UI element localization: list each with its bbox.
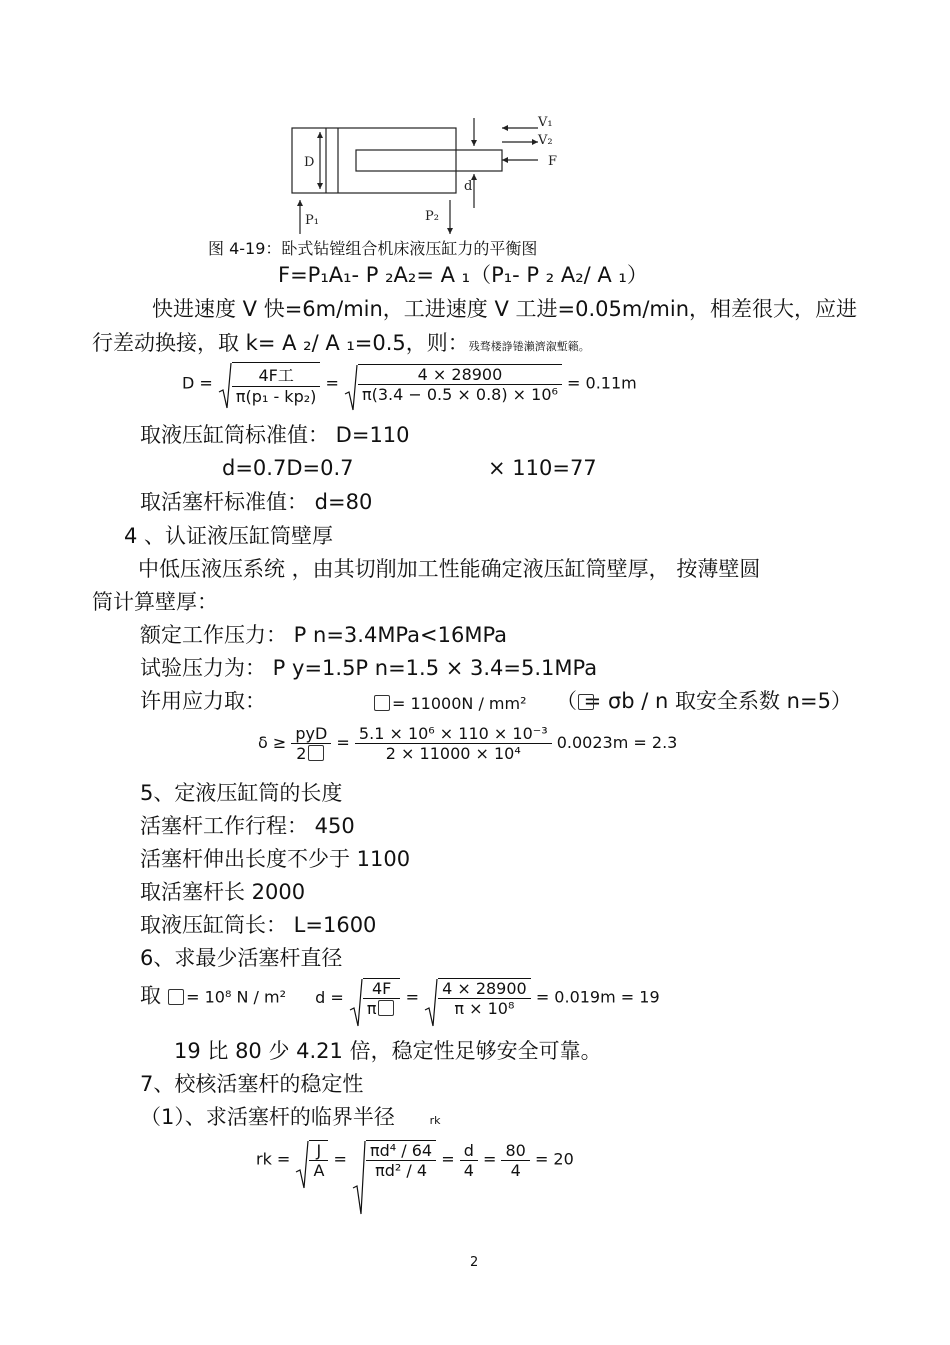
allow-stress-value-row xyxy=(372,691,527,717)
eq-delta-lhs: δ ≥ xyxy=(258,733,287,752)
sqrt-5 xyxy=(295,1140,328,1180)
eq-rk-num2b: 64 xyxy=(411,1141,433,1160)
diagram-label-d: d xyxy=(464,179,473,194)
sqrt-6: $\frac{\text{πd⁴ / 64}}{\text{πd² / 4}}$ xyxy=(352,1140,436,1180)
eq-rk-den1: A xyxy=(313,1161,325,1180)
eq-delta-num1: pyD xyxy=(291,724,331,744)
sub1-symbol: rk xyxy=(429,1114,441,1127)
sqrt-1 xyxy=(218,362,320,406)
eq-rk-num2a: πd⁴ xyxy=(369,1141,397,1160)
eq-D-lhs: D = xyxy=(182,373,213,393)
sigma-bracket-icon-2 xyxy=(578,694,594,710)
force-equation: F=P₁A₁- P ₂A₂= A ₁（P₁- P ₂ A₂/ A ₁） xyxy=(278,263,648,287)
extend-length: 活塞杆伸出长度不少于 1100 xyxy=(140,847,411,871)
equation-D: D = $\frac{\text{4F工}}{\text{π(p₁ - kp₂)}}$ = $\frac{4 \times 28900}{\text{π(3.4 − 0.5 × 0.8) × 10⁶}}$ = 0.11m xyxy=(182,362,637,406)
sqrt-2 xyxy=(344,364,562,404)
diagram-label-P1: P₁ xyxy=(305,213,319,228)
equation-rk: rk = $\frac{J}{A}$ = $\frac{\text{πd⁴ / 64}}{\text{πd² / 4}}$ = $\frac{d}{4}$ = $\frac{80}{4}$ = 20 xyxy=(256,1140,574,1180)
eq-dmin-den2: π × 10⁸ xyxy=(454,999,515,1018)
equation-dmin: 取 = 10⁸ N / m² d = $\frac{4F}{\pi}$ = $\frac{4 \times 28900}{\text{π × 10⁸}}$ = 0.019m = 19 xyxy=(140,978,660,1018)
eq-rk-den2a: πd² xyxy=(375,1161,402,1180)
sec4-line2: 筒计算壁厚： xyxy=(92,590,218,614)
eq-rk-num1: J xyxy=(309,1141,328,1161)
allow-stress-note: （ = σb / n 取安全系数 n=5） xyxy=(556,689,852,713)
diagram-label-D: D xyxy=(304,155,315,170)
para1-line1: 快进速度 V 快=6m/min，工进速度 V 工进=0.05m/min，相差很大，应进 xyxy=(152,297,858,321)
eq-dmin-pre: 取 xyxy=(140,983,161,1008)
equation-delta: δ ≥ $\frac{\text{pyD}}{2}$ = $\frac{\text{5.1 × 10⁶ × 110 × 10⁻³}}{\text{2 × 11000 × 10⁴}}$ 0.0023m = 2.3 xyxy=(258,724,678,763)
diagram-label-V2: V₂ xyxy=(538,133,553,148)
eq-rk-f4d: 4 xyxy=(510,1160,521,1180)
eq-D-num1: 4F工 xyxy=(232,363,320,387)
para1-line2: 行差动换接，取 k= A ₂/ A ₁=0.5，则：残骛楼諍锩瀨濟溆塹籟。 xyxy=(92,331,590,355)
section-6-title: 6、求最少活塞杆直径 xyxy=(140,946,343,970)
sigma-bracket-icon-4 xyxy=(168,989,184,1005)
eq-dmin-num1: 4F xyxy=(363,979,401,999)
eq-rk-f4n: 80 xyxy=(501,1141,529,1161)
page-number: 2 xyxy=(470,1255,479,1270)
eq-rk-den2b: 4 xyxy=(416,1161,428,1180)
eq-rk-f3d: 4 xyxy=(463,1160,474,1180)
eq-rk-lhs: rk = xyxy=(256,1149,291,1169)
eq-delta-den1: 2 xyxy=(296,744,307,763)
rod-length: 取活塞杆长 2000 xyxy=(140,880,306,904)
allow-stress-label: 许用应力取： xyxy=(140,689,266,713)
stroke: 活塞杆工作行程： 450 xyxy=(140,814,355,838)
rated-pressure: 额定工作压力： P n=3.4MPa<16MPa xyxy=(140,623,508,647)
allow-stress-note-row xyxy=(556,688,852,714)
sigma-bracket-icon-3 xyxy=(308,745,324,761)
compare-text: 19 比 80 少 4.21 倍，稳定性足够安全可靠。 xyxy=(174,1039,602,1063)
sqrt-4 xyxy=(424,978,531,1018)
cylinder-length: 取液压缸筒长： L=1600 xyxy=(140,913,377,937)
eq-D-result: = 0.11m xyxy=(567,373,637,393)
garbled-text: 残骛楼諍锩瀨濟溆塹籟。 xyxy=(468,340,590,353)
d-calc-left: d=0.7D=0.7 xyxy=(222,456,354,480)
sec4-line1: 中低压液压系统 ，由其切削加工性能确定液压缸筒壁厚， 按薄壁圆 xyxy=(138,557,761,581)
diagram-label-V1: V₁ xyxy=(538,115,553,130)
eq-delta-result: 0.0023m = 2.3 xyxy=(556,733,678,752)
eq-delta-den2: 2 × 11000 × 10⁴ xyxy=(385,744,521,763)
sigma-bracket-icon-5 xyxy=(378,1000,394,1016)
eq-dmin-num2: 4 × 28900 xyxy=(438,979,531,999)
diagram-label-P2: P₂ xyxy=(425,209,439,224)
std-d: 取活塞杆标准值： d=80 xyxy=(140,490,373,514)
d-calc-right: × 110=77 xyxy=(488,456,597,480)
std-D: 取液压缸筒标准值： D=110 xyxy=(140,423,410,447)
cylinder-diagram xyxy=(280,108,580,236)
allow-stress-value: = 11000N / mm² xyxy=(392,694,527,713)
eq-D-den1: π(p₁ - kp₂) xyxy=(235,387,317,406)
eq-dmin-den1: π xyxy=(366,999,377,1018)
sigma-bracket-icon xyxy=(374,695,390,711)
section-5-title: 5、定液压缸筒的长度 xyxy=(140,781,343,805)
section-7-title: 7、校核活塞杆的稳定性 xyxy=(140,1072,364,1096)
eq-D-num2: 4 × 28900 xyxy=(358,365,562,385)
figure-caption: 图 4-19：卧式钻镗组合机床液压缸力的平衡图 xyxy=(208,239,538,258)
eq-dmin-d: d = xyxy=(315,987,344,1007)
eq-rk-result: = 20 xyxy=(534,1149,574,1169)
subsection-1-title xyxy=(140,1104,440,1134)
sqrt-3 xyxy=(349,978,401,1018)
test-pressure: 试验压力为： P y=1.5P n=1.5 × 3.4=5.1MPa xyxy=(140,656,598,680)
eq-dmin-val: = 10⁸ N / m² xyxy=(186,987,286,1007)
sub1-title-text: （1）、求活塞杆的临界半径 xyxy=(140,1105,395,1129)
eq-rk-f3n: d xyxy=(460,1141,478,1161)
eq-delta-num2: 5.1 × 10⁶ × 110 × 10⁻³ xyxy=(355,724,552,744)
section-4-title: 4 、认证液压缸筒壁厚 xyxy=(124,524,334,548)
allow-stress-row xyxy=(140,688,266,714)
eq-dmin-result: = 0.019m = 19 xyxy=(535,987,660,1007)
diagram-label-F: F xyxy=(548,154,558,169)
eq-D-den2: π(3.4 − 0.5 × 0.8) × 10⁶ xyxy=(361,385,558,404)
